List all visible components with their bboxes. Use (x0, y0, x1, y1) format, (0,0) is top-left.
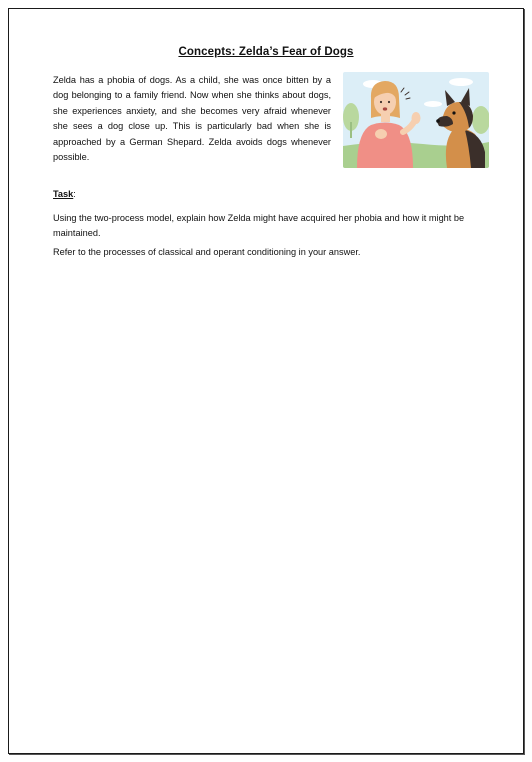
task-reference-note: Refer to the processes of classical and operant conditioning in your answer. (53, 247, 361, 257)
task-label: Task (53, 189, 74, 199)
task-colon: : (73, 189, 76, 199)
task-heading (53, 189, 76, 199)
task-instructions: Using the two-process model, explain how Zelda might have acquired her phobia and how it might be maintained. (53, 213, 465, 238)
document-page (8, 8, 524, 754)
woman-and-dog-illustration (343, 72, 489, 168)
page-title: Concepts: Zelda’s Fear of Dogs (178, 46, 354, 58)
scenario-paragraph: Zelda has a phobia of dogs. As a child, she was once bitten by a dog belonging to a family friend. Now when she thinks about dogs, she experiences anxiety, and she becomes very afraid whenever she sees a dog close up. This is particularly bad when she is approached by a German Shepard. Zelda avoids dogs whenever possible. (53, 75, 331, 163)
